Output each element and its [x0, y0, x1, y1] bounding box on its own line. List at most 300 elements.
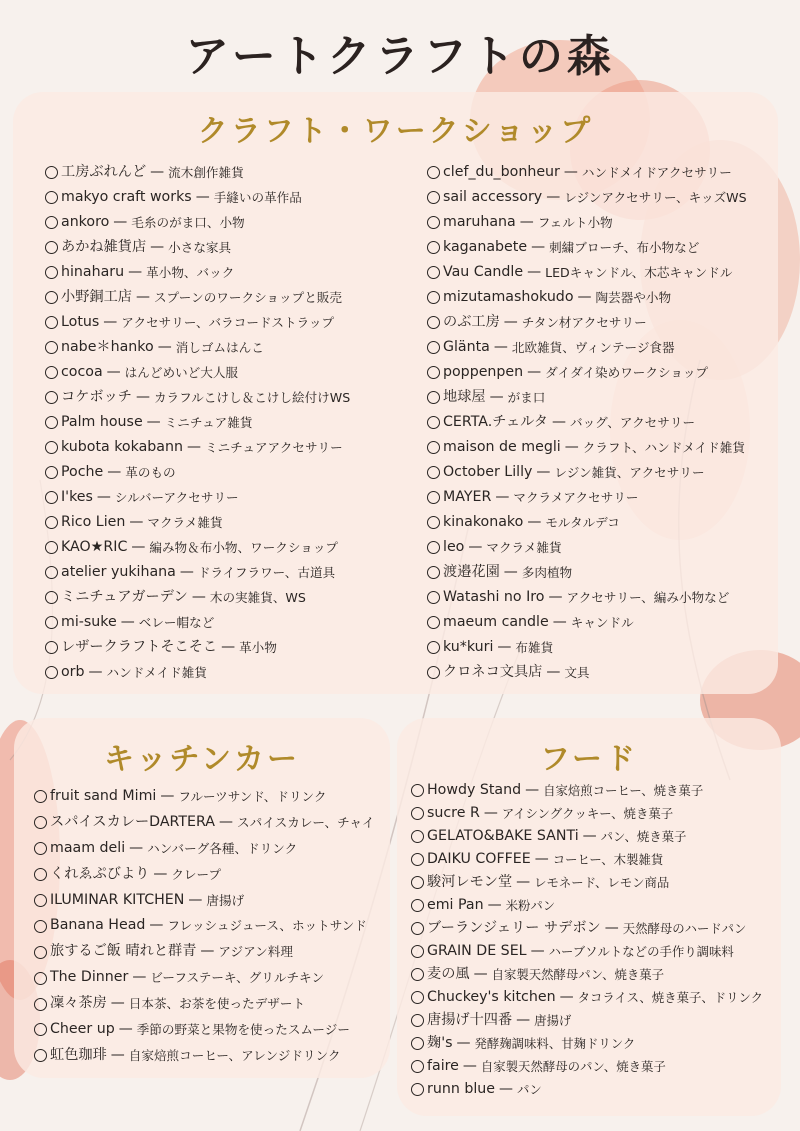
list-item	[45, 560, 350, 585]
vendor-description: 米粉パン	[505, 898, 556, 913]
circle-bullet-icon	[411, 876, 424, 889]
vendor-description: フェルト小物	[537, 215, 613, 230]
list-item	[34, 836, 375, 862]
circle-bullet-icon	[45, 416, 58, 429]
dash-separator: —	[546, 189, 561, 205]
food-section-heading: フード	[539, 742, 639, 777]
vendor-name: あかね雑貨店	[61, 239, 147, 255]
kitchen-car-section	[14, 718, 390, 1078]
list-item	[411, 963, 763, 986]
dash-separator: —	[186, 439, 201, 455]
list-item	[45, 160, 350, 185]
circle-bullet-icon	[411, 991, 424, 1004]
list-item	[427, 460, 747, 485]
circle-bullet-icon	[411, 922, 424, 935]
dash-separator: —	[456, 1035, 471, 1051]
circle-bullet-icon	[34, 1049, 47, 1062]
vendor-name: orb	[61, 664, 85, 680]
vendor-description: アクセサリー、編み小物など	[566, 590, 730, 605]
circle-bullet-icon	[427, 516, 440, 529]
vendor-description: 日本茶、お茶を使ったデザート	[128, 996, 306, 1012]
dash-separator: —	[200, 943, 215, 960]
vendor-name: cocoa	[61, 364, 103, 380]
circle-bullet-icon	[45, 641, 58, 654]
vendor-name: KAO★RIC	[61, 539, 128, 555]
vendor-name: kinakonako	[443, 514, 524, 530]
vendor-description: 天然酵母のハードパン	[622, 921, 747, 936]
dash-separator: —	[483, 805, 498, 821]
circle-bullet-icon	[427, 641, 440, 654]
dash-separator: —	[468, 539, 483, 555]
vendor-description: 自家製天然酵母パン、焼き菓子	[491, 967, 665, 982]
vendor-name: kaganabete	[443, 239, 528, 255]
list-item	[411, 940, 763, 963]
circle-bullet-icon	[45, 266, 58, 279]
circle-bullet-icon	[411, 784, 424, 797]
list-item	[45, 360, 350, 385]
list-item	[34, 888, 375, 914]
vendor-name: leo	[443, 539, 465, 555]
dash-separator: —	[153, 865, 168, 882]
vendor-description: マクラメ雑貨	[486, 540, 562, 555]
vendor-description: 革小物	[239, 640, 277, 655]
vendor-name: ブーランジェリー サデボン	[427, 920, 601, 936]
vendor-name: clef_du_bonheur	[443, 164, 560, 180]
vendor-name: のぶ工房	[443, 314, 500, 330]
vendor-description: チタン材アクセサリー	[521, 315, 647, 330]
vendor-description: 季節の野菜と果物を使ったスムージー	[136, 1022, 350, 1038]
dash-separator: —	[503, 314, 518, 330]
list-item	[45, 635, 350, 660]
circle-bullet-icon	[427, 666, 440, 679]
circle-bullet-icon	[411, 1014, 424, 1027]
dash-separator: —	[546, 664, 561, 680]
list-item	[427, 535, 747, 560]
vendor-description: タコライス、焼き菓子、ドリンク	[577, 990, 764, 1005]
list-item	[411, 848, 763, 871]
dash-separator: —	[516, 1012, 531, 1028]
vendor-description: コーヒー、木製雑貨	[552, 852, 664, 867]
circle-bullet-icon	[411, 899, 424, 912]
vendor-description: 多肉植物	[521, 565, 573, 580]
dash-separator: —	[493, 339, 508, 355]
dash-separator: —	[129, 839, 144, 856]
vendor-description: 北欧雑貨、ヴィンテージ食器	[511, 340, 675, 355]
circle-bullet-icon	[45, 441, 58, 454]
list-item	[34, 1043, 375, 1069]
dash-separator: —	[534, 851, 549, 867]
vendor-name: Vau Candle	[443, 264, 524, 280]
dash-separator: —	[531, 239, 546, 255]
list-item	[45, 660, 350, 685]
circle-bullet-icon	[34, 972, 47, 985]
dash-separator: —	[188, 891, 203, 908]
vendor-name: GRAIN DE SEL	[427, 943, 527, 959]
dash-separator: —	[107, 464, 122, 480]
circle-bullet-icon	[45, 241, 58, 254]
dash-separator: —	[499, 1081, 513, 1097]
list-item	[411, 1009, 763, 1032]
circle-bullet-icon	[45, 191, 58, 204]
list-item	[45, 285, 350, 310]
circle-bullet-icon	[427, 391, 440, 404]
dash-separator: —	[135, 389, 150, 405]
dash-separator: —	[563, 164, 578, 180]
dash-separator: —	[157, 339, 172, 355]
circle-bullet-icon	[34, 998, 47, 1011]
dash-separator: —	[525, 782, 540, 798]
kitchen-list	[34, 784, 375, 1069]
dash-separator: —	[103, 314, 118, 330]
dash-separator: —	[552, 614, 567, 630]
dash-separator: —	[503, 564, 518, 580]
list-item	[34, 810, 375, 836]
list-item	[427, 185, 747, 210]
vendor-description: 毛糸のがま口、小物	[131, 215, 245, 230]
dash-separator: —	[150, 164, 165, 180]
dash-separator: —	[179, 564, 194, 580]
list-item	[45, 610, 350, 635]
food-list	[411, 779, 763, 1101]
circle-bullet-icon	[411, 945, 424, 958]
vendor-name: maeum candle	[443, 614, 549, 630]
circle-bullet-icon	[45, 466, 58, 479]
vendor-description: ハンバーグ各種、ドリンク	[147, 840, 298, 856]
circle-bullet-icon	[427, 216, 440, 229]
list-item	[34, 862, 375, 888]
dash-separator: —	[516, 874, 531, 890]
dash-separator: —	[530, 943, 545, 959]
list-item	[411, 894, 763, 917]
list-item	[45, 535, 350, 560]
circle-bullet-icon	[427, 591, 440, 604]
list-item	[411, 1055, 763, 1078]
vendor-name: スパイスカレーDARTERA	[50, 813, 215, 830]
vendor-description: ミニチュア雑貨	[164, 415, 253, 430]
vendor-description: ダイダイ染めワークショップ	[545, 365, 709, 380]
list-item	[411, 1032, 763, 1055]
craft-section-heading: クラフト・ワークショップ	[197, 114, 594, 149]
vendor-name: sail accessory	[443, 189, 543, 205]
dash-separator: —	[527, 514, 542, 530]
list-item	[411, 825, 763, 848]
dash-separator: —	[582, 828, 597, 844]
vendor-description: フルーツサンド、ドリンク	[178, 789, 327, 804]
dash-separator: —	[150, 239, 165, 255]
vendor-description: レジン雑貨、アクセサリー	[554, 465, 705, 480]
circle-bullet-icon	[34, 946, 47, 959]
circle-bullet-icon	[411, 1037, 424, 1050]
vendor-description: キャンドル	[570, 615, 634, 630]
vendor-description: アイシングクッキー、焼き菓子	[501, 806, 674, 821]
circle-bullet-icon	[34, 894, 47, 907]
circle-bullet-icon	[427, 341, 440, 354]
craft-workshop-section	[13, 92, 778, 694]
circle-bullet-icon	[34, 868, 47, 881]
circle-bullet-icon	[427, 266, 440, 279]
vendor-description: 革小物、バック	[146, 265, 235, 280]
list-item	[411, 802, 763, 825]
vendor-description: 発酵麹調味料、甘麹ドリンク	[474, 1036, 636, 1051]
vendor-name: runn blue	[427, 1081, 495, 1097]
vendor-description: ビーフステーキ、グリルチキン	[150, 970, 325, 986]
vendor-description: モルタルデコ	[545, 515, 620, 530]
dash-separator: —	[113, 214, 128, 230]
list-item	[34, 991, 375, 1017]
list-item	[45, 335, 350, 360]
circle-bullet-icon	[427, 416, 440, 429]
dash-separator: —	[106, 364, 121, 380]
dash-separator: —	[577, 289, 592, 305]
list-item	[427, 635, 747, 660]
dash-separator: —	[221, 639, 236, 655]
vendor-name: Rico Lien	[61, 514, 126, 530]
vendor-name: GELATO&BAKE SANTi	[427, 828, 579, 844]
circle-bullet-icon	[427, 166, 440, 179]
list-item	[427, 435, 747, 460]
vendor-description: 消しゴムはんこ	[175, 340, 264, 355]
vendor-description: LEDキャンドル、木芯キャンドル	[545, 265, 733, 280]
circle-bullet-icon	[45, 391, 58, 404]
dash-separator: —	[536, 464, 551, 480]
dash-separator: —	[149, 917, 164, 934]
vendor-name: Howdy Stand	[427, 782, 522, 798]
circle-bullet-icon	[427, 366, 440, 379]
vendor-name: nabe＊hanko	[61, 339, 154, 355]
vendor-description: 陶芸器や小物	[595, 290, 672, 305]
vendor-name: ミニチュアガーデン	[61, 589, 188, 605]
dash-separator: —	[129, 514, 144, 530]
list-item	[34, 939, 375, 965]
list-item	[411, 986, 763, 1009]
craft-list-right	[427, 160, 747, 685]
dash-separator: —	[489, 389, 504, 405]
vendor-description: 自家焙煎コーヒー、焼き菓子	[543, 783, 704, 798]
vendor-description: 手縫いの革作品	[213, 190, 302, 205]
dash-separator: —	[118, 1021, 133, 1038]
page-title: アートクラフトの森	[185, 31, 615, 82]
list-item	[45, 185, 350, 210]
vendor-description: スプーンのワークショップと販売	[153, 290, 342, 305]
vendor-description: 木の実雑貨、WS	[209, 590, 306, 605]
circle-bullet-icon	[45, 291, 58, 304]
circle-bullet-icon	[45, 616, 58, 629]
vendor-name: Glänta	[443, 339, 490, 355]
dash-separator: —	[527, 264, 542, 280]
dash-separator: —	[548, 589, 563, 605]
vendor-name: mi-suke	[61, 614, 117, 630]
circle-bullet-icon	[34, 842, 47, 855]
craft-list-left	[45, 160, 350, 685]
circle-bullet-icon	[411, 807, 424, 820]
vendor-name: hinaharu	[61, 264, 125, 280]
vendor-description: 小さな家具	[168, 240, 232, 255]
vendor-name: 唐揚げ十四番	[427, 1012, 513, 1028]
dash-separator: —	[519, 214, 534, 230]
list-item	[411, 871, 763, 894]
list-item	[45, 585, 350, 610]
circle-bullet-icon	[45, 541, 58, 554]
list-item	[427, 160, 747, 185]
circle-bullet-icon	[427, 466, 440, 479]
circle-bullet-icon	[45, 366, 58, 379]
vendor-name: 凜々茶房	[50, 995, 107, 1012]
circle-bullet-icon	[427, 491, 440, 504]
vendor-name: 地球屋	[443, 389, 486, 405]
circle-bullet-icon	[411, 1060, 424, 1073]
dash-separator: —	[191, 589, 206, 605]
circle-bullet-icon	[427, 616, 440, 629]
dash-separator: —	[195, 189, 210, 205]
vendor-name: Chuckey's kitchen	[427, 989, 556, 1005]
dash-separator: —	[473, 966, 488, 982]
circle-bullet-icon	[45, 316, 58, 329]
list-item	[45, 260, 350, 285]
list-item	[45, 435, 350, 460]
list-item	[427, 660, 747, 685]
vendor-name: atelier yukihana	[61, 564, 176, 580]
dash-separator: —	[564, 439, 579, 455]
list-item	[427, 585, 747, 610]
vendor-description: ハーブソルトなどの手作り調味料	[548, 944, 734, 959]
circle-bullet-icon	[427, 291, 440, 304]
vendor-name: maam deli	[50, 839, 126, 856]
dash-separator: —	[135, 289, 150, 305]
vendor-description: ハンドメイド雑貨	[106, 665, 207, 680]
vendor-description: クレープ	[171, 866, 222, 882]
list-item	[34, 965, 375, 991]
vendor-name: DAIKU COFFEE	[427, 851, 531, 867]
list-item	[427, 560, 747, 585]
vendor-name: Poche	[61, 464, 104, 480]
circle-bullet-icon	[45, 166, 58, 179]
vendor-name: mizutamashokudo	[443, 289, 574, 305]
list-item	[427, 485, 747, 510]
dash-separator: —	[487, 897, 502, 913]
list-item	[427, 360, 747, 385]
vendor-name: 駿河レモン堂	[427, 874, 513, 890]
vendor-name: クロネコ文具店	[443, 664, 543, 680]
circle-bullet-icon	[34, 1023, 47, 1036]
circle-bullet-icon	[427, 566, 440, 579]
vendor-name: maison de megli	[443, 439, 561, 455]
dash-separator: —	[604, 920, 619, 936]
vendor-name: faire	[427, 1058, 459, 1074]
kitchen-section-heading: キッチンカー	[104, 742, 300, 777]
vendor-description: 文具	[564, 665, 590, 680]
list-item	[45, 235, 350, 260]
dash-separator: —	[96, 489, 111, 505]
circle-bullet-icon	[427, 541, 440, 554]
list-item	[45, 385, 350, 410]
dash-separator: —	[462, 1058, 477, 1074]
list-item	[427, 610, 747, 635]
dash-separator: —	[120, 614, 135, 630]
list-item	[427, 385, 747, 410]
vendor-name: makyo craft works	[61, 189, 192, 205]
vendor-description: 布雑貨	[515, 640, 554, 655]
circle-bullet-icon	[45, 591, 58, 604]
list-item	[427, 310, 747, 335]
vendor-description: 流木創作雑貨	[168, 165, 244, 180]
list-item	[411, 779, 763, 802]
vendor-name: ku*kuri	[443, 639, 494, 655]
list-item	[427, 410, 747, 435]
dash-separator: —	[146, 414, 161, 430]
vendor-name: sucre R	[427, 805, 480, 821]
list-item	[34, 1017, 375, 1043]
list-item	[427, 210, 747, 235]
vendor-name: レザークラフトそこそこ	[61, 639, 218, 655]
circle-bullet-icon	[45, 216, 58, 229]
dash-separator: —	[160, 788, 175, 804]
list-item	[34, 913, 375, 939]
vendor-name: The Dinner	[50, 969, 129, 986]
vendor-description: レモネード、レモン商品	[534, 875, 670, 890]
dash-separator: —	[131, 539, 146, 555]
vendor-description: バッグ、アクセサリー	[569, 415, 696, 430]
vendor-name: October Lilly	[443, 464, 533, 480]
circle-bullet-icon	[427, 316, 440, 329]
vendor-description: はんどめいど大人服	[124, 365, 238, 380]
vendor-name: Watashi no Iro	[443, 589, 545, 605]
dash-separator: —	[88, 664, 103, 680]
vendor-name: くれゑぷびより	[50, 865, 150, 882]
list-item	[45, 510, 350, 535]
list-item	[411, 917, 763, 940]
vendor-name: fruit sand Mimi	[50, 788, 157, 804]
vendor-description: マクラメ雑貨	[147, 515, 223, 530]
list-item	[45, 410, 350, 435]
food-section	[397, 718, 781, 1116]
dash-separator: —	[551, 414, 566, 430]
circle-bullet-icon	[45, 491, 58, 504]
circle-bullet-icon	[427, 191, 440, 204]
list-item	[34, 784, 375, 810]
vendor-name: ankoro	[61, 214, 110, 230]
vendor-name: Lotus	[61, 314, 100, 330]
dash-separator: —	[110, 995, 125, 1012]
list-item	[45, 485, 350, 510]
vendor-description: 編み物＆布小物、ワークショップ	[149, 540, 339, 555]
vendor-name: 旅するご飯 晴れと群青	[50, 943, 197, 960]
vendor-description: ミニチュアアクセサリー	[204, 440, 343, 455]
vendor-description: パン	[517, 1082, 542, 1097]
list-item	[427, 260, 747, 285]
vendor-description: 刺繍ブローチ、布小物など	[549, 240, 700, 255]
vendor-description: カラフルこけし＆こけし絵付けWS	[153, 390, 351, 405]
circle-bullet-icon	[411, 853, 424, 866]
vendor-name: 工房ぶれんど	[61, 164, 147, 180]
vendor-name: 麦の風	[427, 966, 470, 982]
vendor-description: パン、焼き菓子	[600, 829, 687, 844]
dash-separator: —	[495, 489, 510, 505]
vendor-description: レジンアクセサリー、キッズWS	[564, 190, 747, 205]
vendor-description: 唐揚げ	[534, 1013, 572, 1028]
vendor-description: クラフト、ハンドメイド雑貨	[582, 440, 745, 455]
vendor-name: I'kes	[61, 489, 93, 505]
dash-separator: —	[559, 989, 574, 1005]
list-item	[411, 1078, 763, 1101]
vendor-name: MAYER	[443, 489, 492, 505]
vendor-name: 虹色珈琲	[50, 1046, 107, 1063]
vendor-description: ドライフラワー、古道具	[197, 565, 336, 580]
list-item	[427, 285, 747, 310]
circle-bullet-icon	[45, 666, 58, 679]
vendor-name: Banana Head	[50, 917, 146, 934]
vendor-name: maruhana	[443, 214, 516, 230]
vendor-name: コケボッチ	[61, 389, 132, 405]
